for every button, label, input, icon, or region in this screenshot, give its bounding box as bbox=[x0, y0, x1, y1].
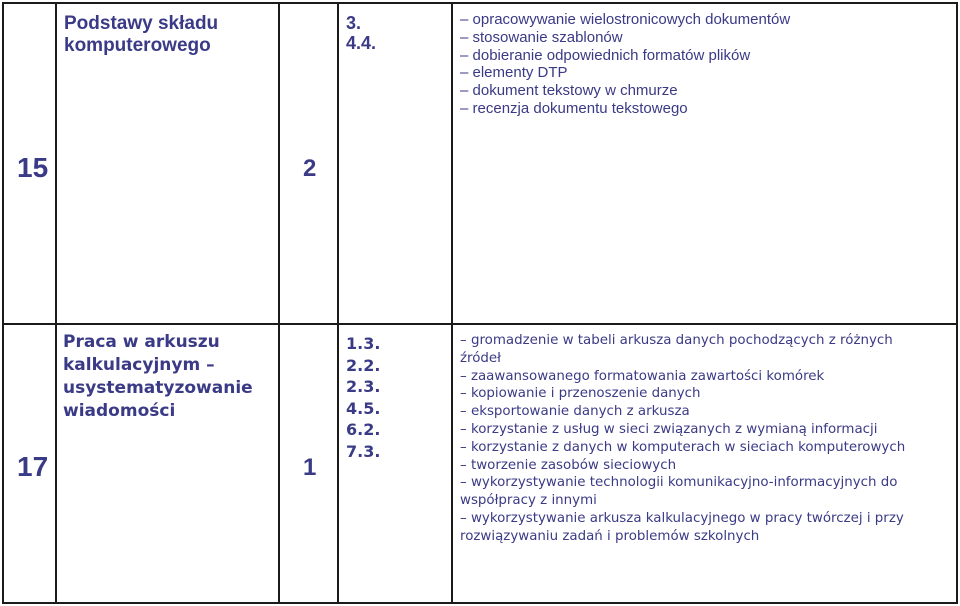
row-15-refs-cell bbox=[337, 2, 453, 325]
topic-title-line: Praca w arkuszu bbox=[63, 332, 220, 352]
list-item: źródeł bbox=[460, 350, 501, 366]
row-17-refs-cell bbox=[337, 323, 453, 604]
list-item: – gromadzenie w tabeli arkusza danych pochodzących z różnych bbox=[460, 333, 893, 348]
ref-item: 3. bbox=[346, 13, 362, 33]
row-15-topic-cell bbox=[55, 2, 280, 325]
ref-item: 4.5. bbox=[346, 398, 381, 418]
row-number: 15 bbox=[17, 152, 49, 183]
row-number: 17 bbox=[17, 451, 49, 482]
ref-item: 6.2. bbox=[346, 420, 381, 439]
list-item: – kopiowanie i przenoszenie danych bbox=[460, 386, 701, 402]
topic-title-line: komputerowego bbox=[64, 35, 211, 56]
row-15-hours-cell bbox=[278, 2, 339, 325]
requirement-refs bbox=[346, 333, 380, 462]
row-15-number-cell bbox=[2, 2, 57, 325]
row-17-hours-cell bbox=[278, 323, 339, 604]
list-item: – dokument tekstowy w chmurze bbox=[460, 82, 678, 100]
list-item: – wykorzystywanie technologii komunikacyjno-informacyjnych do bbox=[460, 475, 898, 491]
row-17-topic-cell bbox=[55, 323, 280, 604]
hours-count: 1 bbox=[303, 454, 317, 481]
ref-item: 2.3. bbox=[346, 377, 381, 396]
topic-title bbox=[63, 331, 253, 423]
content-list bbox=[460, 11, 790, 118]
list-item: – elementy DTP bbox=[460, 64, 568, 82]
list-item: – dobieranie odpowiednich formatów plików bbox=[460, 46, 751, 64]
hours-count: 2 bbox=[303, 155, 317, 182]
list-item: – korzystanie z danych w komputerach w sieciach komputerowych bbox=[460, 439, 906, 455]
topic-title-line: kalkulacyjnym – bbox=[63, 355, 215, 375]
content-list bbox=[460, 332, 905, 546]
row-15-content-cell bbox=[451, 2, 958, 325]
list-item: współpracy z innymi bbox=[460, 493, 597, 509]
list-item: – zaawansowanego formatowania zawartości komórek bbox=[460, 368, 825, 384]
ref-item: 1.3. bbox=[346, 334, 381, 353]
list-item: – korzystanie z usług w sieci związanych z wymianą informacji bbox=[460, 421, 878, 437]
list-item: rozwiązywaniu zadań i problemów szkolnych bbox=[460, 528, 760, 544]
topic-title-line: Podstawy składu bbox=[64, 13, 219, 34]
list-item: – eksportowanie danych z arkusza bbox=[460, 404, 690, 420]
topic-title bbox=[64, 13, 218, 57]
list-item: – wykorzystywanie arkusza kalkulacyjnego w pracy twórczej i przy bbox=[460, 510, 904, 526]
ref-item: 7.3. bbox=[346, 441, 381, 461]
topic-title-line: wiadomości bbox=[63, 401, 176, 421]
list-item: – stosowanie szablonów bbox=[460, 28, 623, 46]
list-item: – tworzenie zasobów sieciowych bbox=[460, 457, 677, 473]
list-item: – opracowywanie wielostronicowych dokumentów bbox=[460, 11, 791, 28]
row-17-content-cell bbox=[451, 323, 958, 604]
ref-item: 2.2. bbox=[346, 355, 381, 375]
row-17-number-cell bbox=[2, 323, 57, 604]
ref-item: 4.4. bbox=[346, 33, 377, 53]
requirement-refs bbox=[346, 13, 376, 53]
list-item: – recenzja dokumentu tekstowego bbox=[460, 99, 688, 117]
topic-title-line: usystematyzowanie bbox=[63, 378, 253, 398]
